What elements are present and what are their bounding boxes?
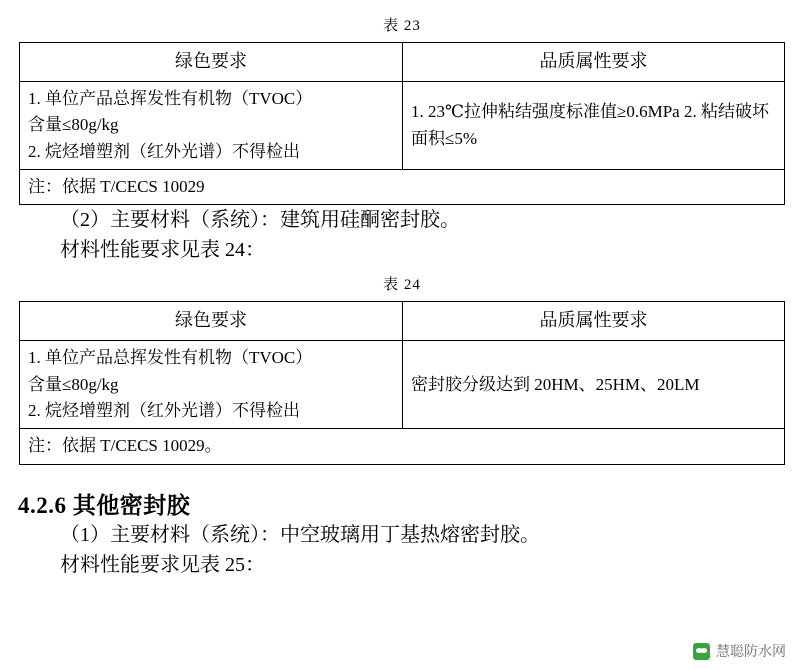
table-23-header-quality: 品质属性要求 xyxy=(403,43,785,82)
table-23-note: 注：依据 T/CECS 10029 xyxy=(20,170,785,205)
table-24-note: 注：依据 T/CECS 10029。 xyxy=(20,429,785,464)
table-24-green-line-2: 含量≤80g/kg xyxy=(28,374,119,394)
wechat-green-badge-icon xyxy=(693,643,710,660)
paragraph-main-material-butyl: （1）主要材料（系统）：中空玻璃用丁基热熔密封胶。 xyxy=(60,523,540,546)
table-24-caption: 表 24 xyxy=(383,277,421,294)
table-23-cell-green xyxy=(20,82,403,170)
table-23 xyxy=(19,42,785,205)
table-24-header-quality: 品质属性要求 xyxy=(403,302,785,341)
table-24-cell-green xyxy=(20,341,403,429)
table-23-green-line-2: 含量≤80g/kg xyxy=(28,115,119,135)
paragraph-see-table-25: 材料性能要求见表 25： xyxy=(60,553,265,576)
table-23-green-line-1: 1. 单位产品总挥发性有机物（TVOC） xyxy=(28,89,313,108)
table-row-header xyxy=(20,43,785,82)
table-24-cell-quality xyxy=(403,341,785,429)
table-23-caption: 表 23 xyxy=(383,18,421,34)
section-heading-4-2-6: 4.2.6 其他密封胶 xyxy=(18,492,191,518)
table-row-note xyxy=(20,170,785,205)
table-23-cell-quality xyxy=(403,82,785,170)
table-row-note xyxy=(20,429,785,464)
table-24-green-line-3: 2. 烷烃增塑剂（红外光谱）不得检出 xyxy=(28,401,300,421)
table-23-green-line-3: 2. 烷烃增塑剂（红外光谱）不得检出 xyxy=(28,141,300,161)
table-24-green-line-1: 1. 单位产品总挥发性有机物（TVOC） xyxy=(28,348,313,368)
table-row xyxy=(20,341,785,429)
table-row-header xyxy=(20,302,785,341)
table-23-quality-line-1: 1. 23℃拉伸粘结强度标准值≥0.6MPa xyxy=(411,102,680,122)
table-24-header-green: 绿色要求 xyxy=(20,302,403,341)
table-23-quality-line-2: 2. 粘结破坏面积≤5% xyxy=(411,102,769,148)
table-24 xyxy=(19,301,785,464)
table-row xyxy=(20,82,785,170)
paragraph-see-table-24: 材料性能要求见表 24： xyxy=(60,239,265,262)
watermark xyxy=(693,641,786,661)
watermark-label: 慧聪防水网 xyxy=(716,643,786,659)
table-23-header-green: 绿色要求 xyxy=(20,43,403,82)
table-24-quality-line-1: 密封胶分级达到 20HM、25HM、20LM xyxy=(411,374,700,394)
paragraph-main-material-silicone: （2）主要材料（系统）：建筑用硅酮密封胶。 xyxy=(60,209,460,232)
